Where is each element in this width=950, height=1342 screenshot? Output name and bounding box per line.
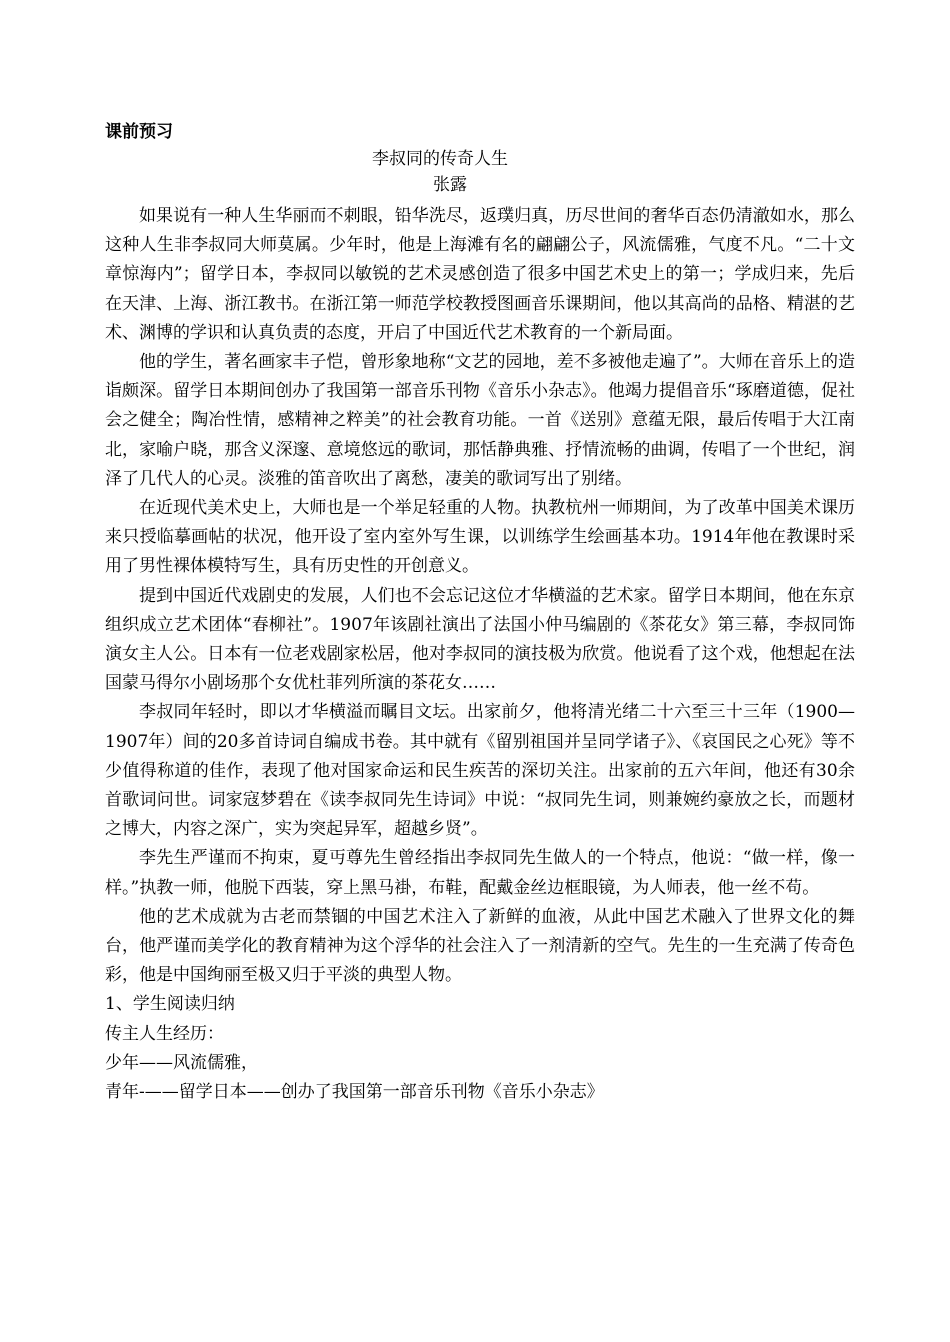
task-line: 传主人生经历： — [105, 1023, 224, 1044]
article-title: 李叔同的传奇人生 — [372, 149, 508, 169]
task-line: 少年——风流儒雅， — [105, 1052, 258, 1073]
task-line: 青年-——留学日本——创办了我国第一部音乐刊物《音乐小杂志》 — [105, 1082, 604, 1103]
section-heading: 课前预习 — [105, 122, 173, 142]
paragraph: 如果说有一种人生华丽而不刺眼，铅华洗尽，返璞归真，历尽世间的奢华百态仍清澈如水，那么这种人生非李叔同大师莫属。少年时，他是上海滩有名的翩翩公子，风流儒雅，气度不凡。“二十文章惊海内”；留学日本，李叔同以敏锐的艺术灵感创造了很多中国艺术史上的第一；学成归来，先后在天津、上海、浙江教书。在浙江第一师范学校教授图画音乐课期间，他以其高尚的品格、精湛的艺术、渊博的学识和认真负责的态度，开启了中国近代艺术教育的一个新局面。 — [105, 206, 855, 343]
paragraph: 李叔同年轻时，即以才华横溢而瞩目文坛。出家前夕，他将清光绪二十六至三十三年（1900—1907年）间的20多首诗词自编成书卷。其中就有《留别祖国并呈同学诸子》、《哀国民之心死》等不少值得称道的佳作，表现了他对国家命运和民生疾苦的深切关注。出家前的五六年间，他还有30余首歌词问世。词家寇梦碧在《读李叔同先生诗词》中说：“叔同先生词，则兼婉约豪放之长，而题材之博大，内容之深广，实为突起异军，超越乡贤”。 — [105, 702, 855, 840]
paragraph: 在近现代美术史上，大师也是一个举足轻重的人物。执教杭州一师期间，为了改革中国美术课历来只授临摹画帖的状况，他开设了室内室外写生课，以训练学生绘画基本功。1914年他在教课时采用了男性裸体模特写生，具有历史性的开创意义。 — [105, 498, 855, 577]
article-author: 张露 — [433, 175, 467, 195]
paragraph: 李先生严谨而不拘束，夏丏尊先生曾经指出李叔同先生做人的一个特点，他说：“做一样，像一样。”执教一师，他脱下西装，穿上黑马褂，布鞋，配戴金丝边框眼镜，为人师表，他一丝不苟。 — [105, 848, 855, 898]
paragraph: 他的学生，著名画家丰子恺，曾形象地称“文艺的园地，差不多被他走遍了”。大师在音乐上的造诣颇深。留学日本期间创办了我国第一部音乐刊物《音乐小杂志》。他竭力提倡音乐“琢磨道德，促社会之健全；陶冶性情，感精神之粹美”的社会教育功能。一首《送别》意蕴无限，最后传唱于大江南北，家喻户晓，那含义深邃、意境悠远的歌词，那恬静典雅、抒情流畅的曲调，传唱了一个世纪，润泽了几代人的心灵。淡雅的笛音吹出了离愁，凄美的歌词写出了别绪。 — [105, 352, 855, 489]
paragraph: 他的艺术成就为古老而禁锢的中国艺术注入了新鲜的血液，从此中国艺术融入了世界文化的舞台，他严谨而美学化的教育精神为这个浮华的社会注入了一剂清新的空气。先生的一生充满了传奇色彩，他是中国绚丽至极又归于平淡的典型人物。 — [105, 906, 855, 986]
task-heading: 1、学生阅读归纳 — [105, 994, 235, 1015]
article-body — [105, 202, 855, 1107]
paragraph: 提到中国近代戏剧史的发展，人们也不会忘记这位才华横溢的艺术家。留学日本期间，他在东京组织成立艺术团体“春柳社”。1907年该剧社演出了法国小仲马编剧的《茶花女》第三幕，李叔同饰演女主人公。日本有一位老戏剧家松居，他对李叔同的演技极为欣赏。他说看了这个戏，他想起在法国蒙马得尔小剧场那个女优杜菲列所演的茶花女…… — [105, 585, 855, 694]
